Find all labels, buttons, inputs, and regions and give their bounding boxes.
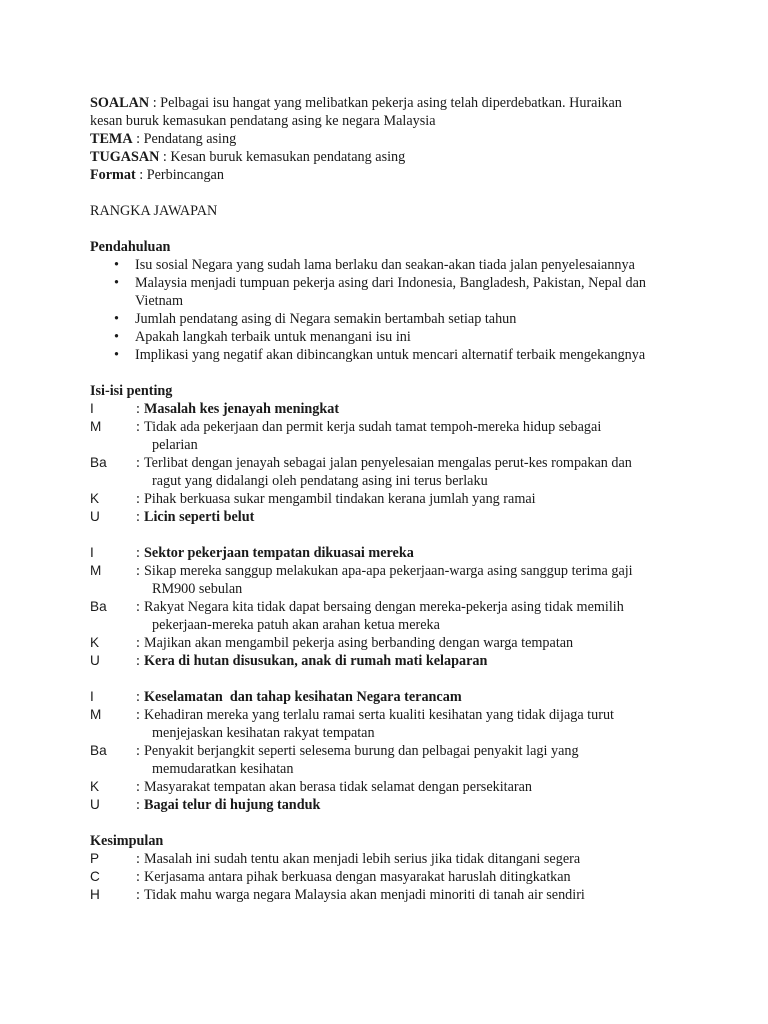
bullet-icon: • (114, 329, 119, 345)
list-item: • Malaysia menjadi tumpuan pekerja asing dari Indonesia, Bangladesh, Pakistan, Nepal dan Vietnam (114, 275, 646, 309)
spacer (90, 814, 690, 832)
key-i: I (90, 545, 94, 560)
format-text: : Perbincangan (135, 167, 224, 183)
kesimpulan-heading: Kesimpulan (90, 833, 164, 849)
key-h: H (90, 887, 100, 902)
tugasan-line (90, 148, 690, 166)
key-m: M (90, 563, 102, 578)
spacer (90, 526, 690, 544)
bullet-icon: • (114, 347, 119, 363)
isi-group-2: I : Sektor pekerjaan tempatan dikuasai mereka M : Sikap mereka sanggup melakukan apa-apa pekerjaan-warga asing sanggup terima gaji RM900 sebulan Ba : Rakyat Negara kita tidak dapat bersaing dengan mereka-pekerja asing tidak memilih pekerjaan-mereka patuh akan arahan ketua mereka K : Majikan akan mengambil pekerja asing berbanding dengan warga tempatan U : Kera di hutan disusukan, anak di rumah mati kelaparan (90, 544, 690, 670)
isi-point-title: Masalah kes jenayah meningkat (144, 401, 340, 417)
key-u: U (90, 509, 100, 524)
format-line (90, 166, 690, 184)
bullet-icon: • (114, 275, 119, 291)
tema-label: TEMA (90, 131, 133, 147)
list-item: • Jumlah pendatang asing di Negara semakin bertambah setiap tahun (114, 311, 517, 327)
key-ba: Ba (90, 743, 107, 758)
document-page (90, 94, 690, 904)
key-ba: Ba (90, 455, 107, 470)
list-item: • Implikasi yang negatif akan dibincangkan untuk mencari alternatif terbaik mengekangnya (114, 347, 646, 363)
key-m: M (90, 707, 102, 722)
key-m: M (90, 419, 102, 434)
key-ba: Ba (90, 599, 107, 614)
bullet-icon: • (114, 311, 119, 327)
spacer (90, 220, 690, 238)
key-u: U (90, 653, 100, 668)
list-item: • Isu sosial Negara yang sudah lama berlaku dan seakan-akan tiada jalan penyelesaiannya (114, 257, 635, 273)
format-label: Format (90, 167, 136, 183)
key-c: C (90, 869, 100, 884)
bullet-icon: • (114, 257, 119, 273)
isi-heading: Isi-isi penting (90, 383, 173, 399)
pendahuluan-list (90, 256, 690, 364)
peribahasa: Bagai telur di hujung tanduk (144, 797, 321, 813)
key-i: I (90, 401, 94, 416)
isi-group-3: I : Keselamatan dan tahap kesihatan Negara terancam M : Kehadiran mereka yang terlalu ramai serta kualiti kesihatan yang tidak dijaga turut menjejaskan kesihatan rakyat tempatan Ba : Penyakit berjangkit seperti selesema burung dan pelbagai penyakit lagi yang memudaratkan kesihatan K : Masyarakat tempatan akan berasa tidak selamat dengan persekitaran U : Bagai telur di hujung tanduk (90, 688, 690, 814)
spacer (90, 364, 690, 382)
tema-line (90, 130, 690, 148)
rangka-heading: RANGKA JAWAPAN (90, 203, 218, 219)
spacer (90, 670, 690, 688)
kesimpulan-list: P : Masalah ini sudah tentu akan menjadi lebih serius jika tidak ditangani segera C : Kerjasama antara pihak berkuasa dengan masyarakat haruslah ditingkatkan H : Tidak mahu warga negara Malaysia akan menjadi minoriti di tanah air sendiri (90, 851, 585, 903)
tugasan-label: TUGASAN (90, 149, 160, 165)
isi-point-title: Keselamatan dan tahap kesihatan Negara terancam (144, 689, 462, 705)
soalan-label: SOALAN (90, 95, 150, 111)
key-u: U (90, 797, 100, 812)
soalan-line-2: kesan buruk kemasukan pendatang asing ke negara Malaysia (90, 113, 436, 129)
tugasan-text: : Kesan buruk kemasukan pendatang asing (159, 149, 406, 165)
key-p: P (90, 851, 100, 866)
soalan-text: : Pelbagai isu hangat yang melibatkan pekerja asing telah diperdebatkan. Huraikan (149, 95, 622, 111)
key-k: K (90, 779, 100, 794)
pendahuluan-heading: Pendahuluan (90, 239, 171, 255)
key-i: I (90, 689, 94, 704)
key-k: K (90, 635, 100, 650)
key-k: K (90, 491, 100, 506)
peribahasa: Licin seperti belut (144, 509, 255, 525)
soalan-line (90, 94, 690, 112)
list-item: • Apakah langkah terbaik untuk menangani isu ini (114, 329, 411, 345)
isi-point-title: Sektor pekerjaan tempatan dikuasai mereka (144, 545, 414, 561)
spacer (90, 184, 690, 202)
peribahasa: Kera di hutan disusukan, anak di rumah mati kelaparan (144, 653, 488, 669)
isi-group-1: I : Masalah kes jenayah meningkat M : Tidak ada pekerjaan dan permit kerja sudah tamat tempoh-mereka hidup sebagai pelarian Ba : Terlibat dengan jenayah sebagai jalan penyelesaian mengalas perut-kes rompakan dan ragut yang didalangi oleh pendatang asing ini terus berlaku K : Pihak berkuasa sukar mengambil tindakan kerana jumlah yang ramai U : Licin seperti belut (90, 400, 690, 526)
tema-text: : Pendatang asing (132, 131, 237, 147)
